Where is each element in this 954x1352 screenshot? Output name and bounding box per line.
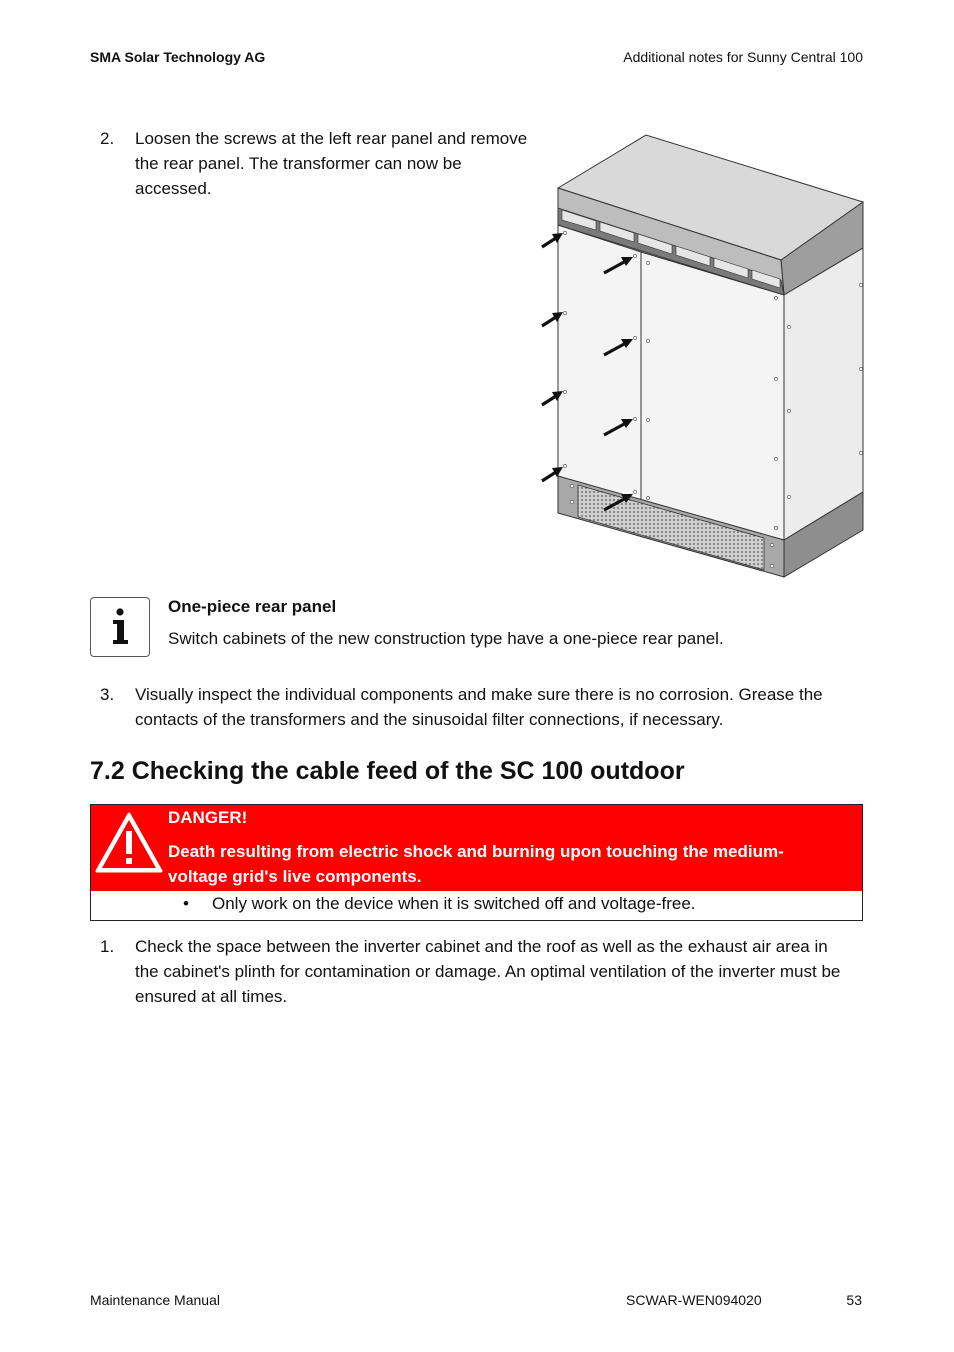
danger-notice [90, 804, 863, 921]
step-line: Check the space between the inverter cabinet and the roof as well as the exhaust air area in [135, 937, 828, 956]
step-line: the cabinet's plinth for contamination or damage. An optimal ventilation of the inverter must be [135, 962, 841, 981]
bullet-marker: • [183, 894, 189, 913]
section-heading: 7.2 Checking the cable feed of the SC 100 outdoor [90, 757, 685, 785]
danger-label: DANGER! [168, 808, 248, 827]
step-line: Visually inspect the individual components and make sure there is no corrosion. Grease the [135, 685, 823, 704]
step-line: ensured at all times. [135, 987, 288, 1006]
page-number: 53 [846, 1292, 862, 1308]
step-line: Loosen the screws at the left rear panel and remove [135, 129, 528, 148]
info-text: Switch cabinets of the new construction type have a one-piece rear panel. [168, 629, 724, 648]
danger-header [91, 805, 862, 891]
step-text [135, 126, 527, 201]
step-line: contacts of the transformers and the sinusoidal filter connections, if necessary. [135, 710, 724, 729]
step-text [135, 682, 823, 732]
info-title: One-piece rear panel [168, 597, 337, 616]
header-company: SMA Solar Technology AG [90, 49, 266, 65]
danger-line: Death resulting from electric shock and burning upon touching the medium- [168, 842, 784, 861]
step-number: 3. [100, 685, 115, 704]
step-text [135, 934, 840, 1009]
footer-manual: Maintenance Manual [90, 1292, 220, 1308]
cabinet-rear-panel-illustration [536, 130, 866, 580]
footer-doc-code: SCWAR-WEN094020 [626, 1292, 762, 1308]
step-number: 1. [100, 937, 115, 956]
step-2 [100, 126, 530, 206]
step-1 [100, 934, 870, 1012]
header-doc-title: Additional notes for Sunny Central 100 [623, 49, 863, 65]
danger-message [168, 839, 848, 889]
danger-instruction: Only work on the device when it is switched off and voltage-free. [212, 894, 696, 913]
step-3 [100, 682, 870, 734]
danger-line: voltage grid's live components. [168, 867, 422, 886]
step-line: the rear panel. The transformer can now be [135, 154, 462, 173]
step-line: accessed. [135, 179, 212, 198]
warning-icon [95, 811, 163, 875]
step-number: 2. [100, 129, 115, 148]
info-icon [90, 597, 150, 657]
